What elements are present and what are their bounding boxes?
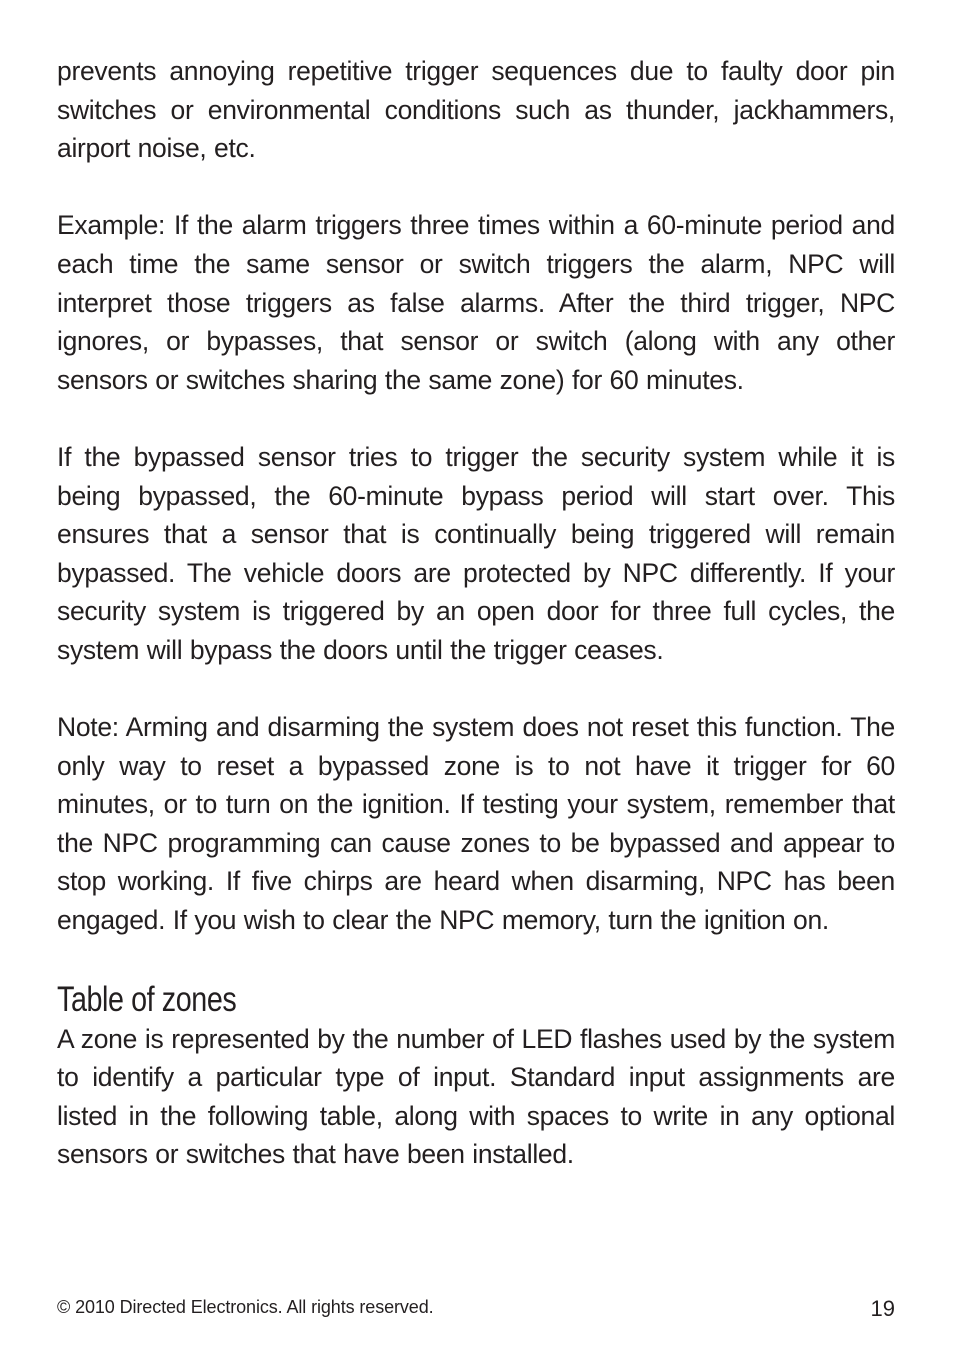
section-heading: Table of zones <box>57 979 237 1019</box>
paragraph-example: Example: If the alarm triggers three times within a 60-minute period and each time the same sensor or switch triggers the alarm, NPC will interpret those triggers as false alarms. After the third trigger, NPC ignores, or bypasses, that sensor or switch (along with any other sensors or switches sharing the same zone) for 60 minutes. <box>57 210 895 395</box>
paragraph-bypass: If the bypassed sensor tries to trigger the security system while it is being bypassed, the 60-minute bypass period will start over. This ensures that a sensor that is continually being triggered will remain bypassed. The vehicle doors are protected by NPC differently. If your security system is triggered by an open door for three full cycles, the system will bypass the doors until the trigger ceases. <box>57 441 895 665</box>
footer-copyright: © 2010 Directed Electronics. All rights reserved. <box>57 1297 434 1317</box>
paragraph-intro: prevents annoying repetitive trigger sequences due to faulty door pin switches or environmental conditions such as thunder, jackhammers, airport noise, etc. <box>57 56 895 164</box>
paragraph-note <box>57 708 895 940</box>
paragraph-gap <box>57 168 895 207</box>
section-body: A zone is represented by the number of LED flashes used by the system to identify a particular type of input. Standard input assignments are listed in the following table, along with spaces to write in any optional sensors or switches that have been installed. <box>57 1023 895 1170</box>
paragraph-gap <box>57 399 895 438</box>
note-label: Note: <box>57 712 119 743</box>
paragraph-gap <box>57 670 895 709</box>
note-text: Arming and disarming the system does not reset this function. The only way to reset a bypassed zone is to not have it trigger for 60 minutes, or to turn on the ignition. If testing your system, remember that the NPC programming can cause zones to be bypassed and appear to stop working. If five chirps are heard when disarming, NPC has been engaged. If you wish to clear the NPC memory, turn the ignition on. <box>57 712 895 936</box>
page-number: 19 <box>870 1296 895 1321</box>
page-content <box>57 52 895 1174</box>
